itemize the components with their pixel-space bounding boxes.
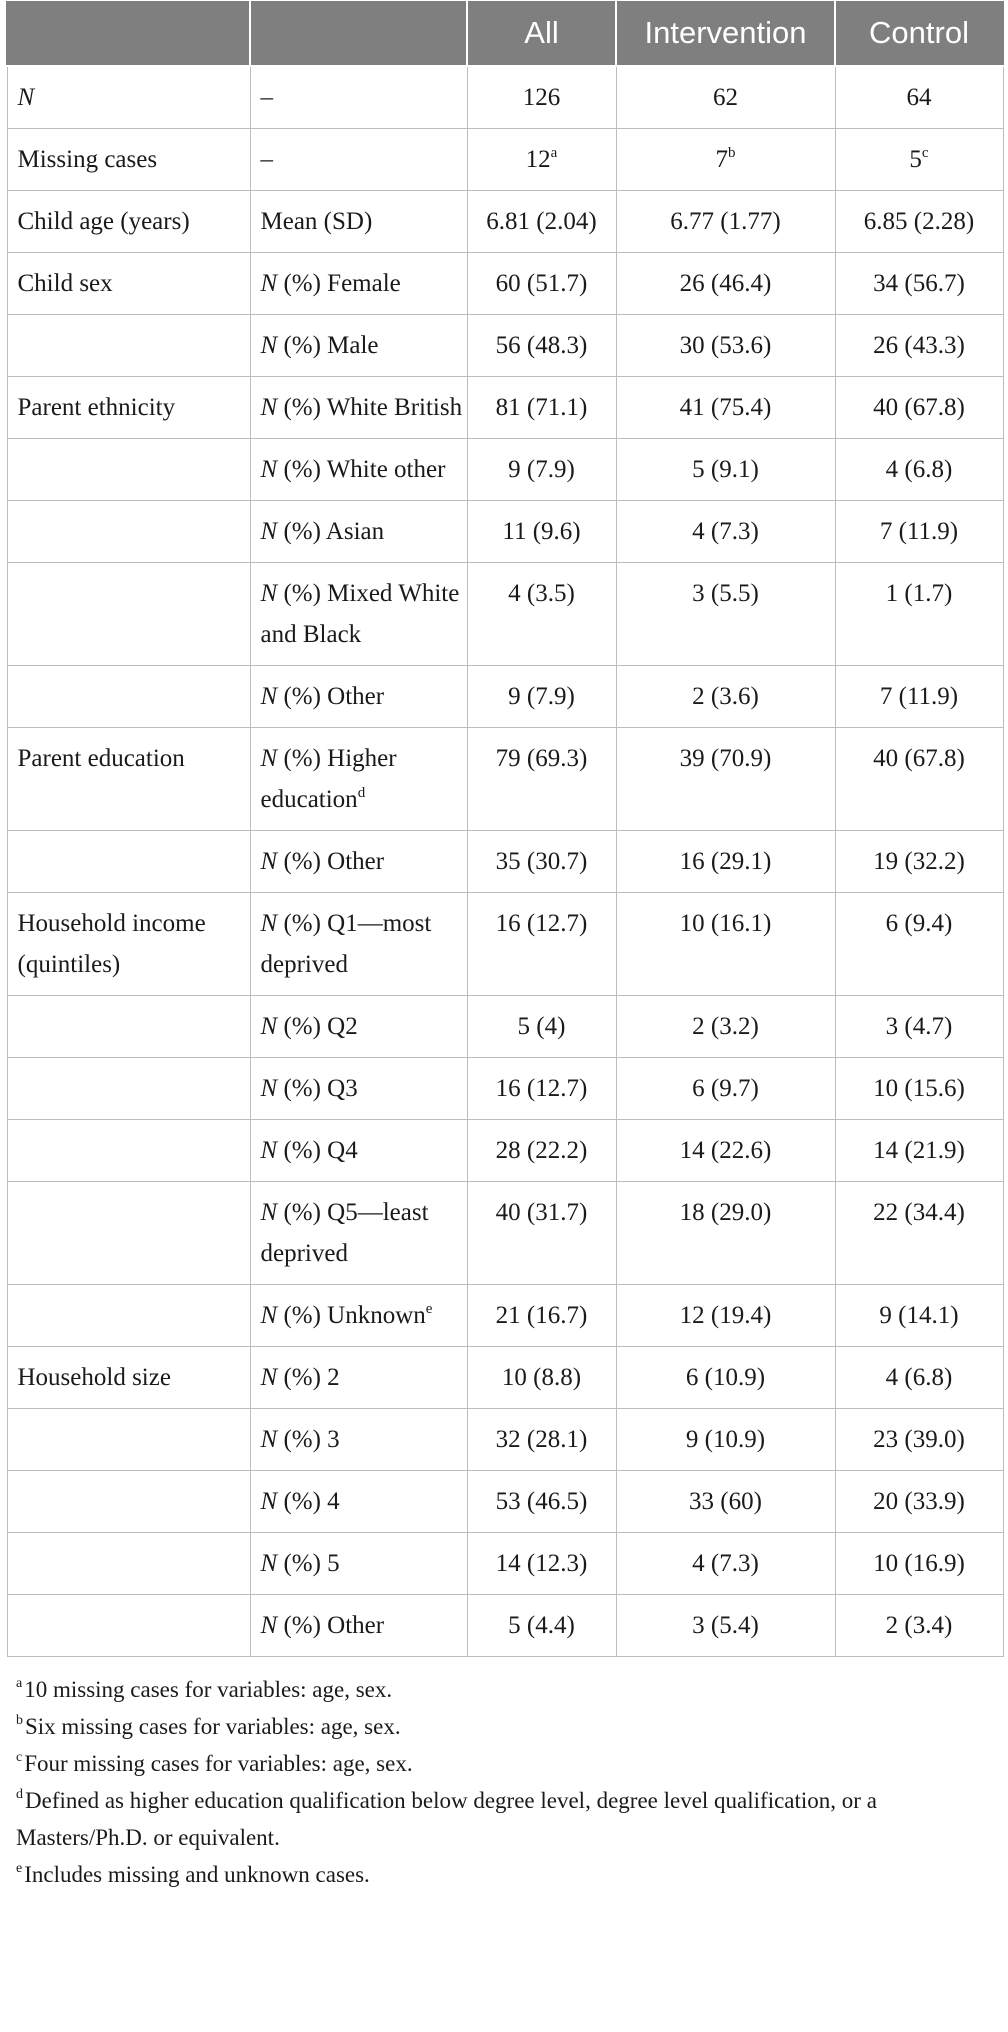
- cell-value: 4 (6.8): [885, 1364, 953, 1391]
- footnote-marker: a: [550, 144, 558, 161]
- statistic-label: –: [260, 146, 273, 173]
- all-value: [467, 893, 616, 996]
- n-label: N: [260, 848, 278, 875]
- footnote-mark: b: [16, 1713, 23, 1729]
- all-value: 126: [467, 66, 616, 129]
- intervention-value: [616, 501, 835, 563]
- cell-value: 16 (12.7): [495, 1075, 588, 1102]
- footnote-text: Defined as higher education qualification below degree level, degree level qualification, or a Masters/Ph.D. or equivalent.: [16, 1788, 877, 1850]
- footnote: [16, 1782, 1002, 1856]
- all-value: [467, 253, 616, 315]
- table-row: [7, 1595, 1003, 1657]
- header-control: Control: [835, 1, 1003, 66]
- cell-value: 12 (19.4): [679, 1302, 772, 1329]
- table-row: [7, 315, 1003, 377]
- intervention-value: 62: [616, 66, 835, 129]
- n-label: N: [260, 518, 278, 545]
- cell-value: 9 (7.9): [508, 683, 575, 710]
- variable-cell: Parent ethnicity: [7, 377, 250, 439]
- cell-value: 12: [525, 146, 551, 173]
- footnote-text: Includes missing and unknown cases.: [24, 1862, 370, 1887]
- cell-value: 5: [909, 146, 922, 173]
- cell-value: 41 (75.4): [679, 394, 772, 421]
- cell-value: 16 (12.7): [495, 910, 588, 937]
- all-value: [467, 1058, 616, 1120]
- cell-value: 3 (4.7): [885, 1013, 953, 1040]
- footnote: [16, 1671, 1002, 1708]
- cell-value: 9 (10.9): [685, 1426, 766, 1453]
- n-label: N: [17, 84, 35, 111]
- all-value: [467, 439, 616, 501]
- statistic-cell: [250, 1347, 467, 1409]
- all-value: [467, 1120, 616, 1182]
- variable-cell: [7, 1182, 250, 1285]
- table-container: [6, 1, 1002, 1893]
- all-value: [467, 191, 616, 253]
- statistic-cell: [250, 1120, 467, 1182]
- header-all: All: [467, 1, 616, 66]
- table-row: [7, 563, 1003, 666]
- n-label: N: [260, 1488, 278, 1515]
- statistic-cell: [250, 1409, 467, 1471]
- statistic-label: (%) 2: [277, 1364, 340, 1391]
- statistic-label: (%) Q1—most deprived: [260, 910, 432, 978]
- control-value: [835, 1285, 1003, 1347]
- table-row: [7, 1285, 1003, 1347]
- footnote-mark: a: [16, 1676, 23, 1692]
- control-value: [835, 129, 1003, 191]
- control-value: [835, 501, 1003, 563]
- variable-cell: [7, 1533, 250, 1595]
- cell-value: 3 (5.5): [692, 580, 759, 607]
- intervention-value: [616, 439, 835, 501]
- intervention-value: [616, 315, 835, 377]
- intervention-value: [616, 1533, 835, 1595]
- table-row: [7, 439, 1003, 501]
- variable-cell: [7, 1471, 250, 1533]
- table-row: [7, 1409, 1003, 1471]
- statistic-label: (%) Other: [277, 683, 385, 710]
- intervention-value: [616, 1471, 835, 1533]
- statistic-cell: [250, 315, 467, 377]
- intervention-value: [616, 253, 835, 315]
- cell-value: 9 (14.1): [879, 1302, 959, 1329]
- statistic-cell: [250, 439, 467, 501]
- table-row: [7, 1471, 1003, 1533]
- intervention-value: [616, 129, 835, 191]
- statistic-cell: [250, 129, 467, 191]
- n-label: N: [260, 1075, 278, 1102]
- variable-cell: Household size: [7, 1347, 250, 1409]
- statistic-label: (%) Q2: [277, 1013, 358, 1040]
- statistic-label: (%) Mixed White and Black: [260, 580, 460, 648]
- table-row: [7, 831, 1003, 893]
- intervention-value: [616, 1285, 835, 1347]
- cell-value: 6 (9.4): [885, 910, 953, 937]
- cell-value: 2 (3.6): [692, 683, 759, 710]
- cell-value: 6 (9.7): [692, 1075, 759, 1102]
- cell-value: 22 (34.4): [873, 1199, 965, 1226]
- all-value: [467, 831, 616, 893]
- control-value: [835, 1409, 1003, 1471]
- footnote-marker: d: [357, 784, 366, 801]
- footnote-marker: b: [728, 144, 736, 161]
- n-label: N: [260, 910, 278, 937]
- statistic-cell: [250, 666, 467, 728]
- all-value: [467, 377, 616, 439]
- statistic-label: (%) Female: [277, 270, 401, 297]
- cell-value: 6.81 (2.04): [486, 208, 597, 235]
- table-row: [7, 191, 1003, 253]
- n-label: N: [260, 580, 278, 607]
- n-label: N: [260, 1612, 278, 1639]
- intervention-value: [616, 1409, 835, 1471]
- cell-value: 11 (9.6): [502, 518, 581, 545]
- footnote-text: Four missing cases for variables: age, sex.: [24, 1751, 413, 1776]
- variable-cell: [7, 1595, 250, 1657]
- intervention-value: [616, 1347, 835, 1409]
- footnote-text: 10 missing cases for variables: age, sex.: [24, 1677, 393, 1702]
- cell-value: 2 (3.4): [885, 1612, 953, 1639]
- table-row: [7, 1120, 1003, 1182]
- cell-value: 35 (30.7): [495, 848, 588, 875]
- cell-value: 39 (70.9): [679, 745, 772, 772]
- all-value: [467, 1409, 616, 1471]
- cell-value: 3 (5.4): [692, 1612, 759, 1639]
- control-value: [835, 439, 1003, 501]
- cell-value: 7: [715, 146, 728, 173]
- n-label: N: [260, 456, 278, 483]
- table-row: [7, 253, 1003, 315]
- n-label: N: [260, 1137, 278, 1164]
- control-value: [835, 728, 1003, 831]
- intervention-value: [616, 728, 835, 831]
- statistic-cell: [250, 1285, 467, 1347]
- intervention-value: [616, 1058, 835, 1120]
- cell-value: 16 (29.1): [679, 848, 772, 875]
- cell-value: 19 (32.2): [873, 848, 965, 875]
- cell-value: 9 (7.9): [508, 456, 575, 483]
- all-value: [467, 666, 616, 728]
- all-value: [467, 1533, 616, 1595]
- cell-value: 40 (31.7): [495, 1199, 588, 1226]
- all-value: [467, 728, 616, 831]
- cell-value: 5 (4): [517, 1013, 566, 1040]
- cell-value: 5 (4.4): [508, 1612, 575, 1639]
- cell-value: 34 (56.7): [873, 270, 965, 297]
- control-value: [835, 563, 1003, 666]
- table-row: [7, 501, 1003, 563]
- n-label: N: [260, 745, 278, 772]
- intervention-value: [616, 1595, 835, 1657]
- cell-value: 5 (9.1): [692, 456, 759, 483]
- statistic-label: (%) Q3: [277, 1075, 358, 1102]
- control-value: [835, 1533, 1003, 1595]
- intervention-value: [616, 831, 835, 893]
- table-row: [7, 893, 1003, 996]
- statistic-cell: [250, 563, 467, 666]
- table-row: [7, 129, 1003, 191]
- control-value: [835, 1471, 1003, 1533]
- variable-cell: [7, 563, 250, 666]
- control-value: [835, 996, 1003, 1058]
- n-label: N: [260, 1199, 278, 1226]
- statistic-label: (%) Asian: [277, 518, 385, 545]
- intervention-value: [616, 666, 835, 728]
- statistic-label: (%) Other: [277, 848, 385, 875]
- control-value: [835, 191, 1003, 253]
- intervention-value: [616, 563, 835, 666]
- statistic-label: (%) Other: [277, 1612, 385, 1639]
- intervention-value: [616, 377, 835, 439]
- statistic-cell: [250, 1182, 467, 1285]
- statistic-cell: [250, 1471, 467, 1533]
- cell-value: 7 (11.9): [879, 683, 959, 710]
- statistic-label: Mean (SD): [260, 208, 373, 235]
- footnote-mark: e: [16, 1861, 23, 1877]
- statistic-label: (%) 3: [277, 1426, 340, 1453]
- footnote-mark: c: [16, 1750, 23, 1766]
- cell-value: 6 (10.9): [685, 1364, 766, 1391]
- n-label: N: [260, 394, 278, 421]
- control-value: [835, 1595, 1003, 1657]
- header-intervention: Intervention: [616, 1, 835, 66]
- intervention-value: [616, 191, 835, 253]
- footnote-mark: d: [16, 1787, 23, 1803]
- control-value: [835, 1058, 1003, 1120]
- cell-value: 4 (3.5): [508, 580, 575, 607]
- statistic-cell: [250, 728, 467, 831]
- header-variable: [7, 1, 250, 66]
- cell-value: 20 (33.9): [873, 1488, 965, 1515]
- variable-cell: [7, 1285, 250, 1347]
- statistic-label: (%) 5: [277, 1550, 340, 1577]
- intervention-value: [616, 1120, 835, 1182]
- statistic-label: (%) White British: [277, 394, 463, 421]
- cell-value: 2 (3.2): [692, 1013, 759, 1040]
- table-row: [7, 728, 1003, 831]
- cell-value: 14 (21.9): [873, 1137, 965, 1164]
- control-value: [835, 893, 1003, 996]
- variable-cell: [7, 666, 250, 728]
- all-value: [467, 1471, 616, 1533]
- control-value: [835, 1120, 1003, 1182]
- footnote-marker: c: [921, 144, 929, 161]
- n-label: N: [260, 1302, 278, 1329]
- n-label: N: [260, 1013, 278, 1040]
- statistic-label: (%) White other: [277, 456, 446, 483]
- cell-value: 10 (16.1): [679, 910, 772, 937]
- control-value: 64: [835, 66, 1003, 129]
- cell-value: 30 (53.6): [679, 332, 772, 359]
- cell-value: 81 (71.1): [495, 394, 588, 421]
- cell-value: 33 (60): [689, 1488, 762, 1515]
- statistic-label: (%) Q4: [277, 1137, 358, 1164]
- cell-value: 53 (46.5): [495, 1488, 588, 1515]
- all-value: [467, 1285, 616, 1347]
- statistic-label: (%) 4: [277, 1488, 340, 1515]
- variable-cell: Parent education: [7, 728, 250, 831]
- all-value: [467, 129, 616, 191]
- cell-value: 28 (22.2): [495, 1137, 588, 1164]
- all-value: [467, 1182, 616, 1285]
- control-value: [835, 666, 1003, 728]
- table-row: [7, 996, 1003, 1058]
- cell-value: 10 (8.8): [501, 1364, 582, 1391]
- n-label: N: [260, 270, 278, 297]
- control-value: [835, 377, 1003, 439]
- all-value: [467, 996, 616, 1058]
- variable-cell: [7, 996, 250, 1058]
- footnote-marker: e: [425, 1300, 433, 1317]
- cell-value: 23 (39.0): [873, 1426, 965, 1453]
- variable-cell: Missing cases: [7, 129, 250, 191]
- control-value: [835, 831, 1003, 893]
- table-body: [7, 66, 1003, 1657]
- cell-value: 21 (16.7): [495, 1302, 588, 1329]
- cell-value: 10 (16.9): [873, 1550, 965, 1577]
- all-value: [467, 501, 616, 563]
- n-label: N: [260, 1550, 278, 1577]
- table-row: [7, 1182, 1003, 1285]
- statistic-cell: [250, 1533, 467, 1595]
- cell-value: 56 (48.3): [495, 332, 588, 359]
- cell-value: 14 (12.3): [495, 1550, 588, 1577]
- cell-value: 1 (1.7): [885, 580, 953, 607]
- variable-cell: [7, 315, 250, 377]
- control-value: [835, 1182, 1003, 1285]
- table-row: [7, 66, 1003, 129]
- control-value: [835, 1347, 1003, 1409]
- all-value: [467, 1595, 616, 1657]
- cell-value: 32 (28.1): [495, 1426, 588, 1453]
- header-row: [7, 1, 1003, 66]
- statistic-cell: –: [250, 66, 467, 129]
- footnote: [16, 1708, 1002, 1745]
- statistic-label: (%) Male: [277, 332, 379, 359]
- statistic-cell: [250, 1595, 467, 1657]
- table-row: [7, 377, 1003, 439]
- control-value: [835, 253, 1003, 315]
- statistic-cell: [250, 253, 467, 315]
- cell-value: 40 (67.8): [873, 745, 965, 772]
- statistic-label: (%) Q5—least deprived: [260, 1199, 429, 1267]
- control-value: [835, 315, 1003, 377]
- variable-cell: [7, 1058, 250, 1120]
- variable-cell: [7, 1120, 250, 1182]
- variable-cell: [7, 66, 250, 129]
- n-label: N: [260, 1426, 278, 1453]
- characteristics-table: [6, 1, 1004, 1657]
- cell-value: 6.85 (2.28): [863, 208, 975, 235]
- statistic-cell: [250, 191, 467, 253]
- statistic-cell: [250, 893, 467, 996]
- cell-value: 7 (11.9): [879, 518, 959, 545]
- statistic-label: (%) Unknown: [277, 1302, 426, 1329]
- cell-value: 26 (43.3): [873, 332, 965, 359]
- cell-value: 6.77 (1.77): [670, 208, 781, 235]
- all-value: [467, 1347, 616, 1409]
- intervention-value: [616, 996, 835, 1058]
- cell-value: 10 (15.6): [873, 1075, 965, 1102]
- statistic-label: (%) Higher education: [260, 745, 397, 813]
- statistic-cell: [250, 377, 467, 439]
- cell-value: 79 (69.3): [495, 745, 588, 772]
- variable-cell: Child age (years): [7, 191, 250, 253]
- n-label: N: [260, 1364, 278, 1391]
- variable-cell: Household income (quintiles): [7, 893, 250, 996]
- variable-cell: [7, 439, 250, 501]
- cell-value: 4 (6.8): [885, 456, 953, 483]
- footnote-text: Six missing cases for variables: age, sex.: [25, 1714, 401, 1739]
- cell-value: 60 (51.7): [495, 270, 588, 297]
- all-value: [467, 563, 616, 666]
- table-row: [7, 1347, 1003, 1409]
- all-value: [467, 315, 616, 377]
- variable-cell: [7, 501, 250, 563]
- variable-cell: Child sex: [7, 253, 250, 315]
- statistic-cell: [250, 1058, 467, 1120]
- table-row: [7, 1533, 1003, 1595]
- table-row: [7, 1058, 1003, 1120]
- table-row: [7, 666, 1003, 728]
- n-label: N: [260, 332, 278, 359]
- intervention-value: [616, 893, 835, 996]
- statistic-cell: [250, 501, 467, 563]
- cell-value: 26 (46.4): [679, 270, 772, 297]
- footnote: [16, 1745, 1002, 1782]
- intervention-value: [616, 1182, 835, 1285]
- statistic-cell: [250, 831, 467, 893]
- statistic-cell: [250, 996, 467, 1058]
- cell-value: 4 (7.3): [692, 518, 759, 545]
- cell-value: 4 (7.3): [692, 1550, 759, 1577]
- cell-value: 40 (67.8): [873, 394, 965, 421]
- n-label: N: [260, 683, 278, 710]
- cell-value: 14 (22.6): [679, 1137, 772, 1164]
- cell-value: 18 (29.0): [679, 1199, 772, 1226]
- footnotes: [6, 1671, 1002, 1893]
- header-statistic: [250, 1, 467, 66]
- variable-cell: [7, 1409, 250, 1471]
- footnote: [16, 1856, 1002, 1893]
- variable-cell: [7, 831, 250, 893]
